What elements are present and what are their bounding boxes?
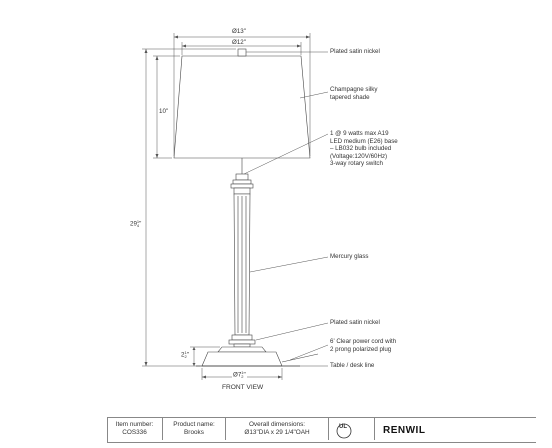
dim-shade-top: Ø13"	[232, 28, 246, 35]
callout-base: Plated satin nickel	[330, 319, 380, 326]
dim-base-height: 21 2"	[181, 350, 189, 359]
title-overall: Overall dimensions: Ø13"DIA x 29 1/4"OAH	[226, 418, 329, 440]
callout-cord: 6' Clear power cord with 2 prong polarized plug	[330, 338, 397, 353]
lamp-base	[218, 347, 266, 352]
title-ul	[329, 418, 375, 440]
lamp-shade	[174, 56, 310, 158]
view-label: FRONT VIEW	[222, 384, 264, 391]
ul-mark-text: UL	[339, 424, 347, 430]
callout-body: Mercury glass	[330, 253, 369, 260]
power-cord	[282, 354, 318, 362]
lamp-finial	[238, 49, 246, 56]
dim-base-diameter: Ø71 2"	[233, 370, 246, 379]
title-item: Item number: COS336	[107, 418, 163, 440]
callout-bulb: 1 @ 9 watts max A19 LED medium (E26) base – LB032 bulb included (Voltage:120V/60Hz) 3-way rotary switch	[330, 130, 398, 168]
brand-logo: RENWIL	[383, 425, 426, 436]
callout-table: Table / desk line	[330, 362, 375, 369]
dim-shade-bottom: Ø12"	[232, 39, 246, 46]
title-product: Product name: Brooks	[163, 418, 226, 440]
callout-finial: Plated satin nickel	[330, 48, 380, 55]
callout-shade: Champagne silky tapered shade	[330, 86, 378, 101]
dim-overall-height: 291 4"	[130, 219, 142, 228]
dim-shade-height: 10"	[159, 108, 169, 115]
